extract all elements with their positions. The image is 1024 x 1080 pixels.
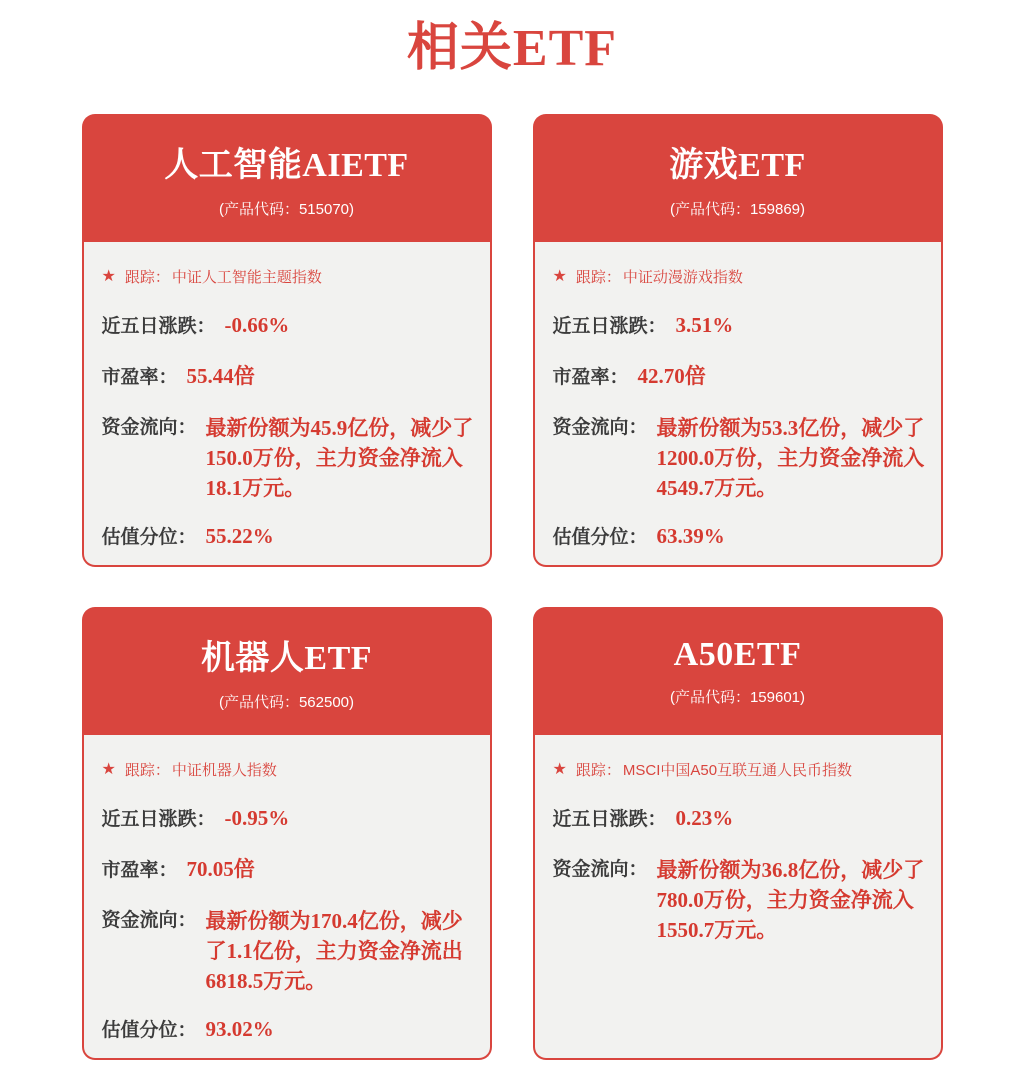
five-day-change-label: 近五日涨跌： [552,809,667,830]
track-label: 跟踪： [575,762,621,779]
track-label: 跟踪： [124,762,170,779]
five-day-change-label: 近五日涨跌： [101,316,216,337]
five-day-change-value: -0.95% [224,806,290,830]
etf-cards-grid [82,114,943,1060]
pe-ratio-label: 市盈率： [101,367,178,388]
valuation-label: 估值分位： [101,527,197,548]
etf-product-code: (产品代码：159601) [669,688,806,706]
fund-flow-value: 最新份额为53.3亿份，减少了1200.0万份，主力资金净流入4549.7万元。 [656,416,925,500]
track-row [553,266,925,287]
fund-flow-label: 资金流向： [552,417,648,438]
page-title: 相关ETF [406,20,618,77]
track-row [102,266,474,287]
tracked-index: MSCI中国A50互联互通人民币指数 [622,762,853,779]
etf-product-code: (产品代码：159869) [669,201,806,218]
card-header [82,607,492,735]
valuation-row [553,522,925,552]
fund-flow-value: 最新份额为36.8亿份，减少了780.0万份，主力资金净流入1550.7万元。 [656,858,925,942]
tracked-index: 中证机器人指数 [171,762,277,779]
five-day-change-label: 近五日涨跌： [101,809,216,830]
five-day-change-row [553,804,925,834]
valuation-value: 93.02% [205,1017,274,1041]
tracked-index: 中证动漫游戏指数 [622,269,743,286]
fund-flow-row [553,413,925,503]
star-icon: ★ [552,760,567,778]
fund-flow-row [553,855,925,945]
card-header [533,114,943,242]
etf-name: A50ETF [673,635,802,673]
pe-ratio-value: 42.70倍 [637,364,706,388]
fund-flow-label: 资金流向： [101,417,197,438]
pe-ratio-row [553,362,925,392]
five-day-change-row [553,311,925,341]
valuation-row [102,522,474,552]
pe-ratio-label: 市盈率： [552,367,629,388]
etf-card-robot [82,607,492,1060]
card-header [533,607,943,735]
etf-product-code: (产品代码：515070) [218,201,355,218]
five-day-change-row [102,311,474,341]
valuation-value: 55.22% [205,524,274,548]
valuation-label: 估值分位： [552,527,648,548]
card-body [533,735,943,1060]
pe-ratio-row [102,362,474,392]
fund-flow-label: 资金流向： [552,859,648,880]
fund-flow-row [102,413,474,503]
valuation-value: 63.39% [656,524,725,548]
etf-name: 游戏ETF [669,147,806,184]
pe-ratio-row [102,855,474,885]
five-day-change-row [102,804,474,834]
card-body [82,735,492,1060]
track-row [102,759,474,780]
five-day-change-value: 3.51% [675,313,734,337]
star-icon: ★ [552,267,567,285]
tracked-index: 中证人工智能主题指数 [171,269,322,286]
etf-product-code: (产品代码：562500) [218,694,355,711]
valuation-row [102,1015,474,1045]
five-day-change-value: -0.66% [224,313,290,337]
track-row [553,759,925,780]
etf-name: 机器人ETF [200,640,373,677]
etf-card-aietf [82,114,492,567]
fund-flow-label: 资金流向： [101,910,197,931]
star-icon: ★ [101,267,116,285]
fund-flow-value: 最新份额为45.9亿份，减少了150.0万份，主力资金净流入18.1万元。 [205,416,474,500]
five-day-change-label: 近五日涨跌： [552,316,667,337]
valuation-label: 估值分位： [101,1020,197,1041]
fund-flow-value: 最新份额为170.4亿份，减少了1.1亿份，主力资金净流出6818.5万元。 [205,909,463,993]
five-day-change-value: 0.23% [675,806,734,830]
track-label: 跟踪： [575,269,621,286]
pe-ratio-label: 市盈率： [101,860,178,881]
card-header [82,114,492,242]
pe-ratio-value: 55.44倍 [186,364,255,388]
fund-flow-row [102,906,474,996]
pe-ratio-value: 70.05倍 [186,857,255,881]
etf-card-a50 [533,607,943,1060]
star-icon: ★ [101,760,116,778]
track-label: 跟踪： [124,269,170,286]
card-body [533,242,943,567]
etf-card-game [533,114,943,567]
etf-name: 人工智能AIETF [164,147,409,184]
card-body [82,242,492,567]
